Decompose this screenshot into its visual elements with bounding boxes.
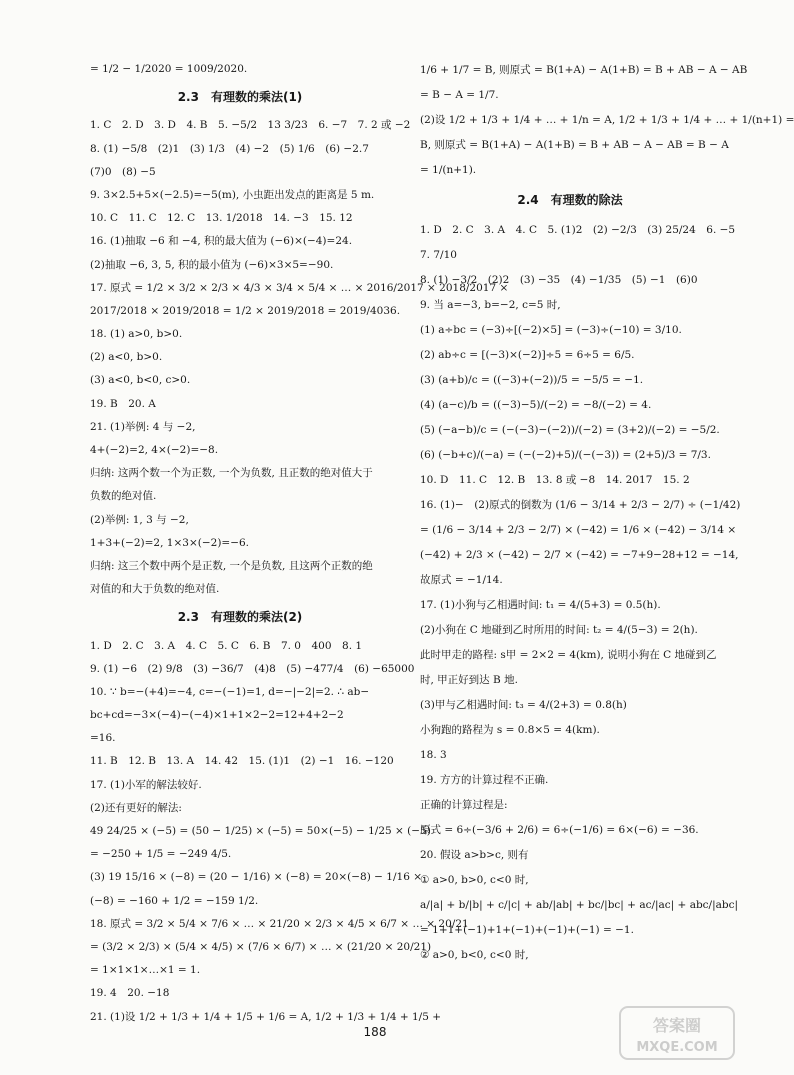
answer-line: = 1/(n+1). xyxy=(420,164,477,176)
page-number: 188 xyxy=(363,1025,387,1039)
answer-line: 19. B 20. A xyxy=(90,397,156,410)
answer-line: 10. ∵ b=−(+4)=−4, c=−(−1)=1, d=−|−2|=2. ∴ ab− xyxy=(90,685,370,698)
watermark-logo xyxy=(618,1005,736,1061)
answer-line: 原式 = 6÷(−3/6 + 2/6) = 6÷(−1/6) = 6×(−6) = −36. xyxy=(420,824,699,836)
answer-line: 10. D 11. C 12. B 13. 8 或 −8 14. 2017 15. 2 xyxy=(420,474,690,486)
answer-line: (−42) + 2/3 × (−42) − 2/7 × (−42) = −7+9−28+12 = −14, xyxy=(420,549,739,561)
answer-line: 20. 假设 a>b>c, 则有 xyxy=(420,849,529,861)
answer-line: = (1/6 − 3/14 + 2/3 − 2/7) × (−42) = 1/6 × (−42) − 3/14 × xyxy=(420,524,737,536)
answer-line: 负数的绝对值. xyxy=(90,490,157,503)
answer-line: 18. 3 xyxy=(420,749,447,761)
answer-line: 1. C 2. D 3. D 4. B 5. −5/2 13 3/23 6. −7 7. 2 或 −2 xyxy=(90,119,411,132)
answer-line: 49 24/25 × (−5) = (50 − 1/25) × (−5) = 50×(−5) − 1/25 × (−5) xyxy=(90,825,431,838)
answer-line: (2) a<0, b>0. xyxy=(90,351,163,364)
answer-line: (2)举例: 1, 3 与 −2, xyxy=(90,513,189,526)
answer-line: = −250 + 1/5 = −249 4/5. xyxy=(90,848,232,861)
answer-line: 17. (1)小狗与乙相遇时间: t₁ = 4/(5+3) = 0.5(h). xyxy=(420,599,661,611)
answer-line: = B − A = 1/7. xyxy=(420,89,499,101)
answer-line: (3) (a+b)/c = ((−3)+(−2))/5 = −5/5 = −1. xyxy=(420,374,644,386)
answer-line: 9. 当 a=−3, b=−2, c=5 时, xyxy=(420,299,561,311)
answer-line: 8. (1) −5/8 (2)1 (3) 1/3 (4) −2 (5) 1/6 (6) −2.7 xyxy=(90,142,369,155)
answer-line: 21. (1)设 1/2 + 1/3 + 1/4 + 1/5 + 1/6 = A, 1/2 + 1/3 + 1/4 + 1/5 + xyxy=(90,1010,442,1023)
answer-line: 此时甲走的路程: s甲 = 2×2 = 4(km), 说明小狗在 C 地碰到乙 xyxy=(420,649,717,661)
answer-line: (2) ab÷c = [(−3)×(−2)]÷5 = 6÷5 = 6/5. xyxy=(420,349,635,361)
answer-line: 19. 4 20. −18 xyxy=(90,987,170,1000)
answer-line: 1/6 + 1/7 = B, 则原式 = B(1+A) − A(1+B) = B + AB − A − AB xyxy=(420,64,748,76)
section-heading: 2.3 有理数的乘法(2) xyxy=(177,610,303,625)
answer-line: 2017/2018 × 2019/2018 = 1/2 × 2019/2018 = 2019/4036. xyxy=(90,304,401,317)
answer-line: bc+cd=−3×(−4)−(−4)×1+1×2−2=12+4+2−2 xyxy=(90,709,344,722)
answer-line: 8. (1) −3/2 (2)2 (3) −35 (4) −1/35 (5) −1 (6)0 xyxy=(420,274,698,286)
answer-line: 1. D 2. C 3. A 4. C 5. C 6. B 7. 0 400 8. 1 xyxy=(90,639,363,652)
answer-line: B, 则原式 = B(1+A) − A(1+B) = B + AB − A − AB = B − A xyxy=(420,139,729,151)
answer-line: a/|a| + b/|b| + c/|c| + ab/|ab| + bc/|bc| + ac/|ac| + abc/|abc| xyxy=(420,899,739,911)
answer-line: (2)还有更好的解法: xyxy=(90,801,182,814)
answer-line: 1. D 2. C 3. A 4. C 5. (1)2 (2) −2/3 (3) 25/24 6. −5 xyxy=(420,224,736,236)
answer-line: 故原式 = −1/14. xyxy=(420,574,503,586)
answer-line: (−8) = −160 + 1/2 = −159 1/2. xyxy=(90,894,259,907)
answer-line: 对值的和大于负数的绝对值. xyxy=(90,583,220,596)
answer-line: 18. 原式 = 3/2 × 5/4 × 7/6 × … × 21/20 × 2/3 × 4/5 × 6/7 × … × 20/21 xyxy=(90,917,469,930)
answer-line: 10. C 11. C 12. C 13. 1/2018 14. −3 15. 12 xyxy=(90,212,353,225)
answer-line: (2)设 1/2 + 1/3 + 1/4 + … + 1/n = A, 1/2 + 1/3 + 1/4 + … + 1/(n+1) = xyxy=(420,114,794,126)
answer-line: (3)甲与乙相遇时间: t₃ = 4/(2+3) = 0.8(h) xyxy=(420,699,627,711)
answer-line: 21. (1)举例: 4 与 −2, xyxy=(90,420,196,433)
answer-line: 1+3+(−2)=2, 1×3×(−2)=−6. xyxy=(90,536,250,549)
answer-line: 归纳: 这两个数一个为正数, 一个为负数, 且正数的绝对值大于 xyxy=(90,467,373,480)
answer-line: 正确的计算过程是: xyxy=(420,799,508,811)
answer-line: 7. 7/10 xyxy=(420,249,457,261)
answer-line: 归纳: 这三个数中两个是正数, 一个是负数, 且这两个正数的绝 xyxy=(90,559,373,572)
answer-line: 16. (1)− (2)原式的倒数为 (1/6 − 3/14 + 2/3 − 2/7) ÷ (−1/42) xyxy=(420,499,741,511)
answer-line: 18. (1) a>0, b>0. xyxy=(90,328,183,341)
answer-line: (5) (−a−b)/c = (−(−3)−(−2))/(−2) = (3+2)/(−2) = −5/2. xyxy=(420,424,720,436)
answer-line: 17. (1)小军的解法较好. xyxy=(90,778,202,791)
answer-line: 小狗跑的路程为 s = 0.8×5 = 4(km). xyxy=(420,724,600,736)
answer-line: = 1×1×1×…×1 = 1. xyxy=(90,964,201,977)
answer-line: ① a>0, b>0, c<0 时, xyxy=(420,874,529,886)
svg-text:答案圈: 答案圈 xyxy=(652,1016,702,1035)
answer-line: (2)小狗在 C 地碰到乙时所用的时间: t₂ = 4/(5−3) = 2(h). xyxy=(420,624,698,636)
answer-line: (7)0 (8) −5 xyxy=(90,165,156,178)
answer-line: = 1/2 − 1/2020 = 1009/2020. xyxy=(90,63,248,75)
answer-line: (3) a<0, b<0, c>0. xyxy=(90,374,191,387)
section-heading: 2.3 有理数的乘法(1) xyxy=(177,90,303,105)
answer-line: = 1+1+(−1)+1+(−1)+(−1)+(−1) = −1. xyxy=(420,924,634,936)
answer-line: 时, 甲正好到达 B 地. xyxy=(420,674,518,686)
answer-line: (3) 19 15/16 × (−8) = (20 − 1/16) × (−8) = 20×(−8) − 1/16 × xyxy=(90,871,423,884)
answer-line: 4+(−2)=2, 4×(−2)=−8. xyxy=(90,444,219,457)
svg-text:MXQE.COM: MXQE.COM xyxy=(636,1040,718,1055)
answer-line: 19. 方方的计算过程不正确. xyxy=(420,774,549,786)
answer-line: (6) (−b+c)/(−a) = (−(−2)+5)/(−(−3)) = (2+5)/3 = 7/3. xyxy=(420,449,711,461)
answer-line: = (3/2 × 2/3) × (5/4 × 4/5) × (7/6 × 6/7) × … × (21/20 × 20/21) xyxy=(90,940,432,953)
answer-line: 9. 3×2.5+5×(−2.5)=−5(m), 小虫距出发点的距离是 5 m. xyxy=(90,188,375,201)
answer-line: (4) (a−c)/b = ((−3)−5)/(−2) = −8/(−2) = 4. xyxy=(420,399,652,411)
right-column xyxy=(420,58,794,968)
answer-line: 9. (1) −6 (2) 9/8 (3) −36/7 (4)8 (5) −477/4 (6) −65000 xyxy=(90,662,415,675)
answer-line: 16. (1)抽取 −6 和 −4, 积的最大值为 (−6)×(−4)=24. xyxy=(90,235,353,248)
answer-line: ② a>0, b<0, c<0 时, xyxy=(420,949,529,961)
answer-line: =16. xyxy=(90,732,116,745)
answer-line: 11. B 12. B 13. A 14. 42 15. (1)1 (2) −1 16. −120 xyxy=(90,755,394,768)
answer-line: (2)抽取 −6, 3, 5, 积的最小值为 (−6)×3×5=−90. xyxy=(90,258,334,271)
answer-line: 17. 原式 = 1/2 × 3/2 × 2/3 × 4/3 × 3/4 × 5/4 × … × 2016/2017 × 2018/2017 × xyxy=(90,281,509,294)
section-heading: 2.4 有理数的除法 xyxy=(517,193,623,207)
answer-line: (1) a÷bc = (−3)÷[(−2)×5] = (−3)÷(−10) = 3/10. xyxy=(420,324,682,336)
